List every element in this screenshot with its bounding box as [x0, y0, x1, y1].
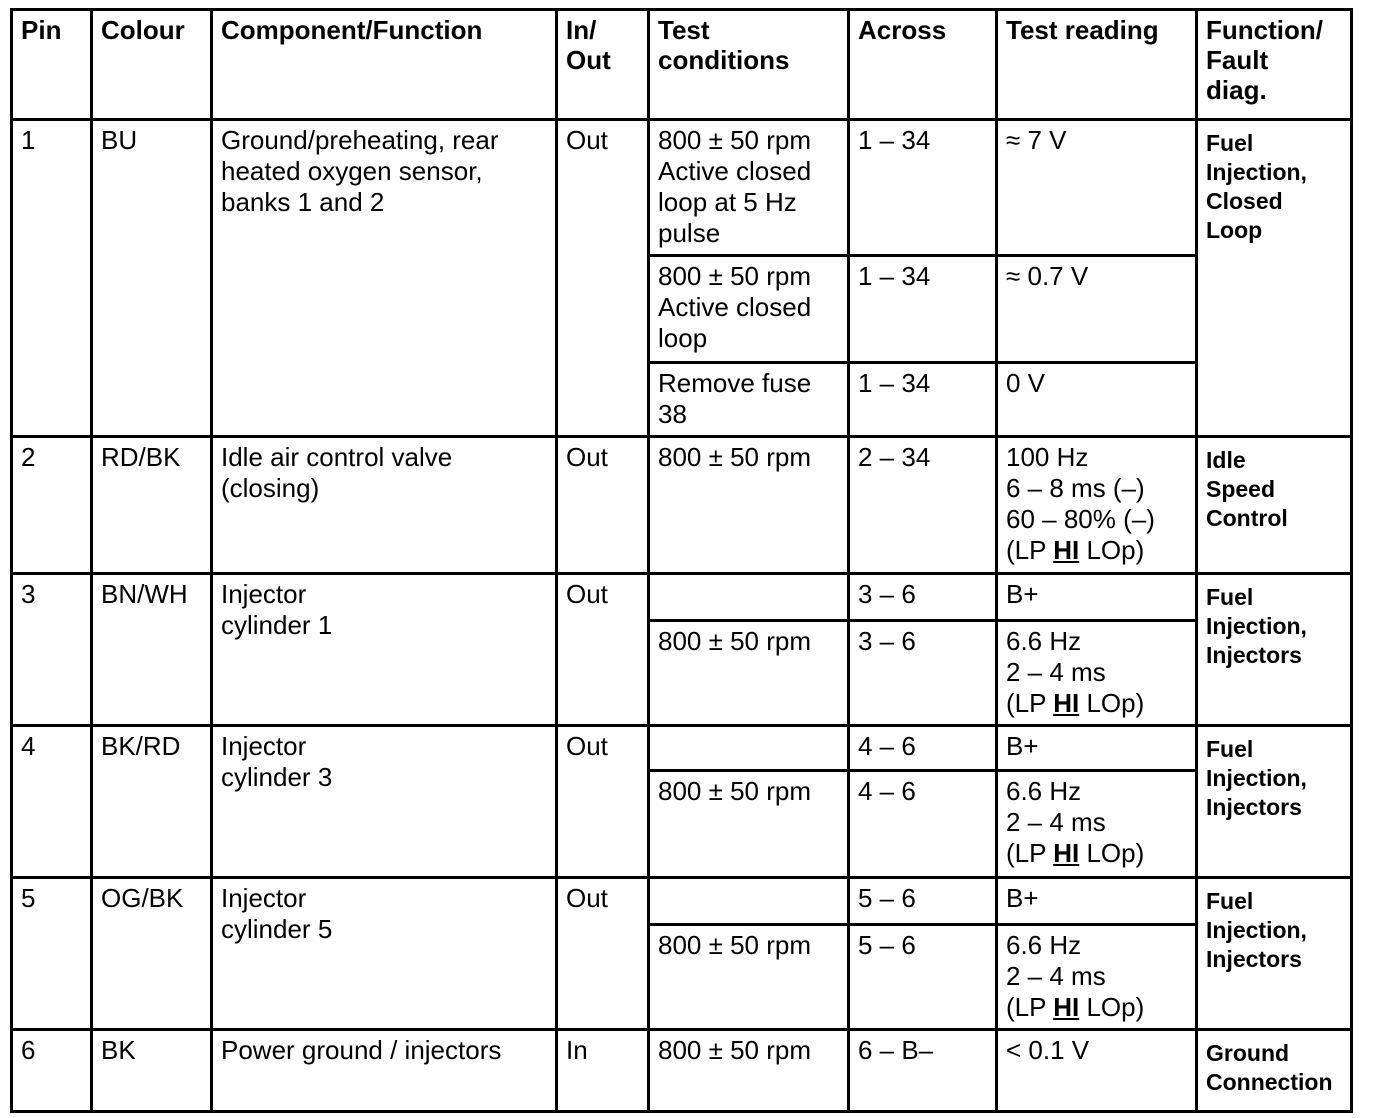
across-cell: 6 – B– — [849, 1030, 997, 1112]
header-test-conditions — [649, 10, 849, 120]
table-row — [12, 1030, 1352, 1112]
component-cell-line: banks 1 and 2 — [221, 187, 385, 217]
inout-cell: Out — [557, 437, 649, 574]
lop-text: LOp) — [1079, 838, 1145, 868]
test-reading-cell-line: ≈ 7 V — [1006, 125, 1067, 155]
test-reading-cell-line: B+ — [1006, 579, 1039, 609]
colour-cell: BU — [92, 120, 212, 437]
function-fault-cell-line: Injection, — [1206, 765, 1307, 791]
header-component: Component/Function — [212, 10, 557, 120]
function-fault-cell-line: Injection, — [1206, 613, 1307, 639]
inout-cell: Out — [557, 574, 649, 726]
function-fault-cell — [1197, 574, 1352, 726]
component-cell — [212, 120, 557, 437]
pin-cell: 6 — [12, 1030, 92, 1112]
component-cell-line: (closing) — [221, 473, 320, 503]
test-reading-cell-line: 2 – 4 ms — [1006, 657, 1106, 687]
colour-cell: OG/BK — [92, 878, 212, 1030]
header-across: Across — [849, 10, 997, 120]
component-cell-line: cylinder 3 — [221, 762, 333, 792]
colour-cell: RD/BK — [92, 437, 212, 574]
test-conditions-cell — [649, 120, 849, 256]
test-conditions-cell — [649, 878, 849, 925]
function-fault-cell-line: Loop — [1206, 217, 1263, 243]
pin-cell: 5 — [12, 878, 92, 1030]
hi-text: HI — [1053, 688, 1080, 718]
hi-text: HI — [1053, 838, 1080, 868]
component-cell — [212, 437, 557, 574]
test-reading-cell-line: ≈ 0.7 V — [1006, 261, 1089, 291]
test-reading-cell-line: 6.6 Hz — [1006, 930, 1082, 960]
test-conditions-cell — [649, 771, 849, 878]
lp-text: (LP — [1006, 688, 1054, 718]
test-conditions-cell-line: Active closed — [658, 292, 812, 322]
component-cell-line: Injector — [221, 883, 307, 913]
component-cell — [212, 878, 557, 1030]
function-fault-cell — [1197, 437, 1352, 574]
header-function-fault-line: Fault — [1206, 45, 1269, 75]
header-inout-line: In/ — [566, 15, 597, 45]
component-cell-line: Ground/preheating, rear — [221, 125, 499, 155]
test-reading-cell-line: 60 – 80% (–) — [1006, 504, 1155, 534]
across-cell: 5 – 6 — [849, 925, 997, 1030]
table-body — [12, 120, 1352, 1112]
test-conditions-cell-line: 800 ± 50 rpm — [658, 1035, 812, 1065]
across-cell: 3 – 6 — [849, 621, 997, 726]
header-test-conditions-line: conditions — [658, 45, 790, 75]
table-row — [12, 437, 1352, 574]
test-conditions-cell — [649, 925, 849, 1030]
component-cell — [212, 726, 557, 878]
across-cell: 5 – 6 — [849, 878, 997, 925]
header-function-fault-line: diag. — [1206, 75, 1267, 105]
test-reading-cell-line: 2 – 4 ms — [1006, 961, 1106, 991]
component-cell-line: cylinder 5 — [221, 914, 333, 944]
test-conditions-cell — [649, 363, 849, 437]
test-conditions-cell-line: pulse — [658, 218, 721, 248]
header-test-reading: Test reading — [997, 10, 1197, 120]
test-reading-cell — [997, 363, 1197, 437]
across-cell: 1 – 34 — [849, 256, 997, 363]
test-reading-cell — [997, 256, 1197, 363]
header-inout-line: Out — [566, 45, 611, 75]
component-cell-line: heated oxygen sensor, — [221, 156, 483, 186]
test-reading-cell — [997, 437, 1197, 574]
across-cell: 3 – 6 — [849, 574, 997, 621]
test-conditions-cell — [649, 1030, 849, 1112]
function-fault-cell — [1197, 878, 1352, 1030]
test-conditions-cell-line: 800 ± 50 rpm — [658, 261, 812, 291]
function-fault-cell-line: Fuel — [1206, 736, 1254, 762]
component-cell — [212, 574, 557, 726]
test-reading-cell — [997, 574, 1197, 621]
function-fault-cell — [1197, 1030, 1352, 1112]
pin-cell: 1 — [12, 120, 92, 437]
component-cell-line: Injector — [221, 731, 307, 761]
test-conditions-cell-line: Remove fuse — [658, 368, 812, 398]
test-reading-cell-line: 100 Hz — [1006, 442, 1089, 472]
test-conditions-cell — [649, 726, 849, 771]
function-fault-cell-line: Fuel — [1206, 584, 1254, 610]
test-reading-cell — [997, 726, 1197, 771]
inout-cell: Out — [557, 120, 649, 437]
header-inout — [557, 10, 649, 120]
hi-text: HI — [1053, 992, 1080, 1022]
test-conditions-cell-line: 800 ± 50 rpm — [658, 626, 812, 656]
test-reading-cell — [997, 1030, 1197, 1112]
colour-cell: BK — [92, 1030, 212, 1112]
function-fault-cell-line: Injectors — [1206, 642, 1302, 668]
header-row — [12, 10, 1352, 120]
test-conditions-cell-line: loop at 5 Hz — [658, 187, 797, 217]
across-cell: 1 – 34 — [849, 363, 997, 437]
function-fault-cell — [1197, 726, 1352, 878]
inout-cell: Out — [557, 878, 649, 1030]
across-cell: 2 – 34 — [849, 437, 997, 574]
lp-text: (LP — [1006, 992, 1054, 1022]
header-function-fault-line: Function/ — [1206, 15, 1323, 45]
function-fault-cell — [1197, 120, 1352, 437]
component-cell-line: Power ground / injectors — [221, 1035, 502, 1065]
component-cell-line: Idle air control valve — [221, 442, 453, 472]
function-fault-cell-line: Fuel — [1206, 888, 1254, 914]
lop-text: LOp) — [1079, 992, 1145, 1022]
function-fault-cell-line: Injectors — [1206, 946, 1302, 972]
test-conditions-cell — [649, 437, 849, 574]
function-fault-cell-line: Injection, — [1206, 917, 1307, 943]
colour-cell: BN/WH — [92, 574, 212, 726]
function-fault-cell-line: Connection — [1206, 1069, 1333, 1095]
header-test-conditions-line: Test — [658, 15, 710, 45]
lp-text: (LP — [1006, 535, 1054, 565]
test-reading-cell — [997, 925, 1197, 1030]
pin-cell: 3 — [12, 574, 92, 726]
across-cell: 4 – 6 — [849, 726, 997, 771]
test-reading-cell-line: 6 – 8 ms (–) — [1006, 473, 1145, 503]
pin-test-table — [10, 8, 1353, 1113]
test-reading-cell-line: 6.6 Hz — [1006, 626, 1082, 656]
test-reading-cell — [997, 878, 1197, 925]
test-conditions-cell — [649, 574, 849, 621]
function-fault-cell-line: Injectors — [1206, 794, 1302, 820]
test-reading-cell-line: 6.6 Hz — [1006, 776, 1082, 806]
header-colour: Colour — [92, 10, 212, 120]
function-fault-cell-line: Control — [1206, 505, 1288, 531]
table-row — [12, 574, 1352, 621]
component-cell-line: Injector — [221, 579, 307, 609]
test-conditions-cell-line: 38 — [658, 399, 687, 429]
component-cell-line: cylinder 1 — [221, 610, 333, 640]
lp-text: (LP — [1006, 838, 1054, 868]
function-fault-cell-line: Idle — [1206, 447, 1246, 473]
test-conditions-cell-line: 800 ± 50 rpm — [658, 776, 812, 806]
lp-hi-lop-line — [1006, 838, 1187, 869]
pin-cell: 4 — [12, 726, 92, 878]
test-conditions-cell-line: 800 ± 50 rpm — [658, 125, 812, 155]
inout-cell: In — [557, 1030, 649, 1112]
lop-text: LOp) — [1079, 535, 1145, 565]
inout-cell: Out — [557, 726, 649, 878]
test-conditions-cell-line: Active closed — [658, 156, 812, 186]
function-fault-cell-line: Speed — [1206, 476, 1276, 502]
function-fault-cell-line: Injection, — [1206, 159, 1307, 185]
test-conditions-cell — [649, 256, 849, 363]
test-conditions-cell — [649, 621, 849, 726]
function-fault-cell-line: Closed — [1206, 188, 1283, 214]
table-row — [12, 120, 1352, 256]
component-cell — [212, 1030, 557, 1112]
colour-cell: BK/RD — [92, 726, 212, 878]
lp-hi-lop-line — [1006, 535, 1187, 566]
table-row — [12, 878, 1352, 925]
header-function-fault — [1197, 10, 1352, 120]
hi-text: HI — [1053, 535, 1080, 565]
test-reading-cell-line: 2 – 4 ms — [1006, 807, 1106, 837]
header-pin: Pin — [12, 10, 92, 120]
test-reading-cell — [997, 771, 1197, 878]
across-cell: 1 – 34 — [849, 120, 997, 256]
test-reading-cell-line: 0 V — [1006, 368, 1046, 398]
lp-hi-lop-line — [1006, 992, 1187, 1023]
test-conditions-cell-line: loop — [658, 323, 708, 353]
test-conditions-cell-line: 800 ± 50 rpm — [658, 930, 812, 960]
lp-hi-lop-line — [1006, 688, 1187, 719]
test-reading-cell-line: B+ — [1006, 731, 1039, 761]
test-reading-cell — [997, 120, 1197, 256]
lop-text: LOp) — [1079, 688, 1145, 718]
test-reading-cell — [997, 621, 1197, 726]
test-reading-cell-line: B+ — [1006, 883, 1039, 913]
test-reading-cell-line: < 0.1 V — [1006, 1035, 1090, 1065]
across-cell: 4 – 6 — [849, 771, 997, 878]
function-fault-cell-line: Ground — [1206, 1040, 1290, 1066]
pin-cell: 2 — [12, 437, 92, 574]
table-row — [12, 726, 1352, 771]
function-fault-cell-line: Fuel — [1206, 130, 1254, 156]
test-conditions-cell-line: 800 ± 50 rpm — [658, 442, 812, 472]
